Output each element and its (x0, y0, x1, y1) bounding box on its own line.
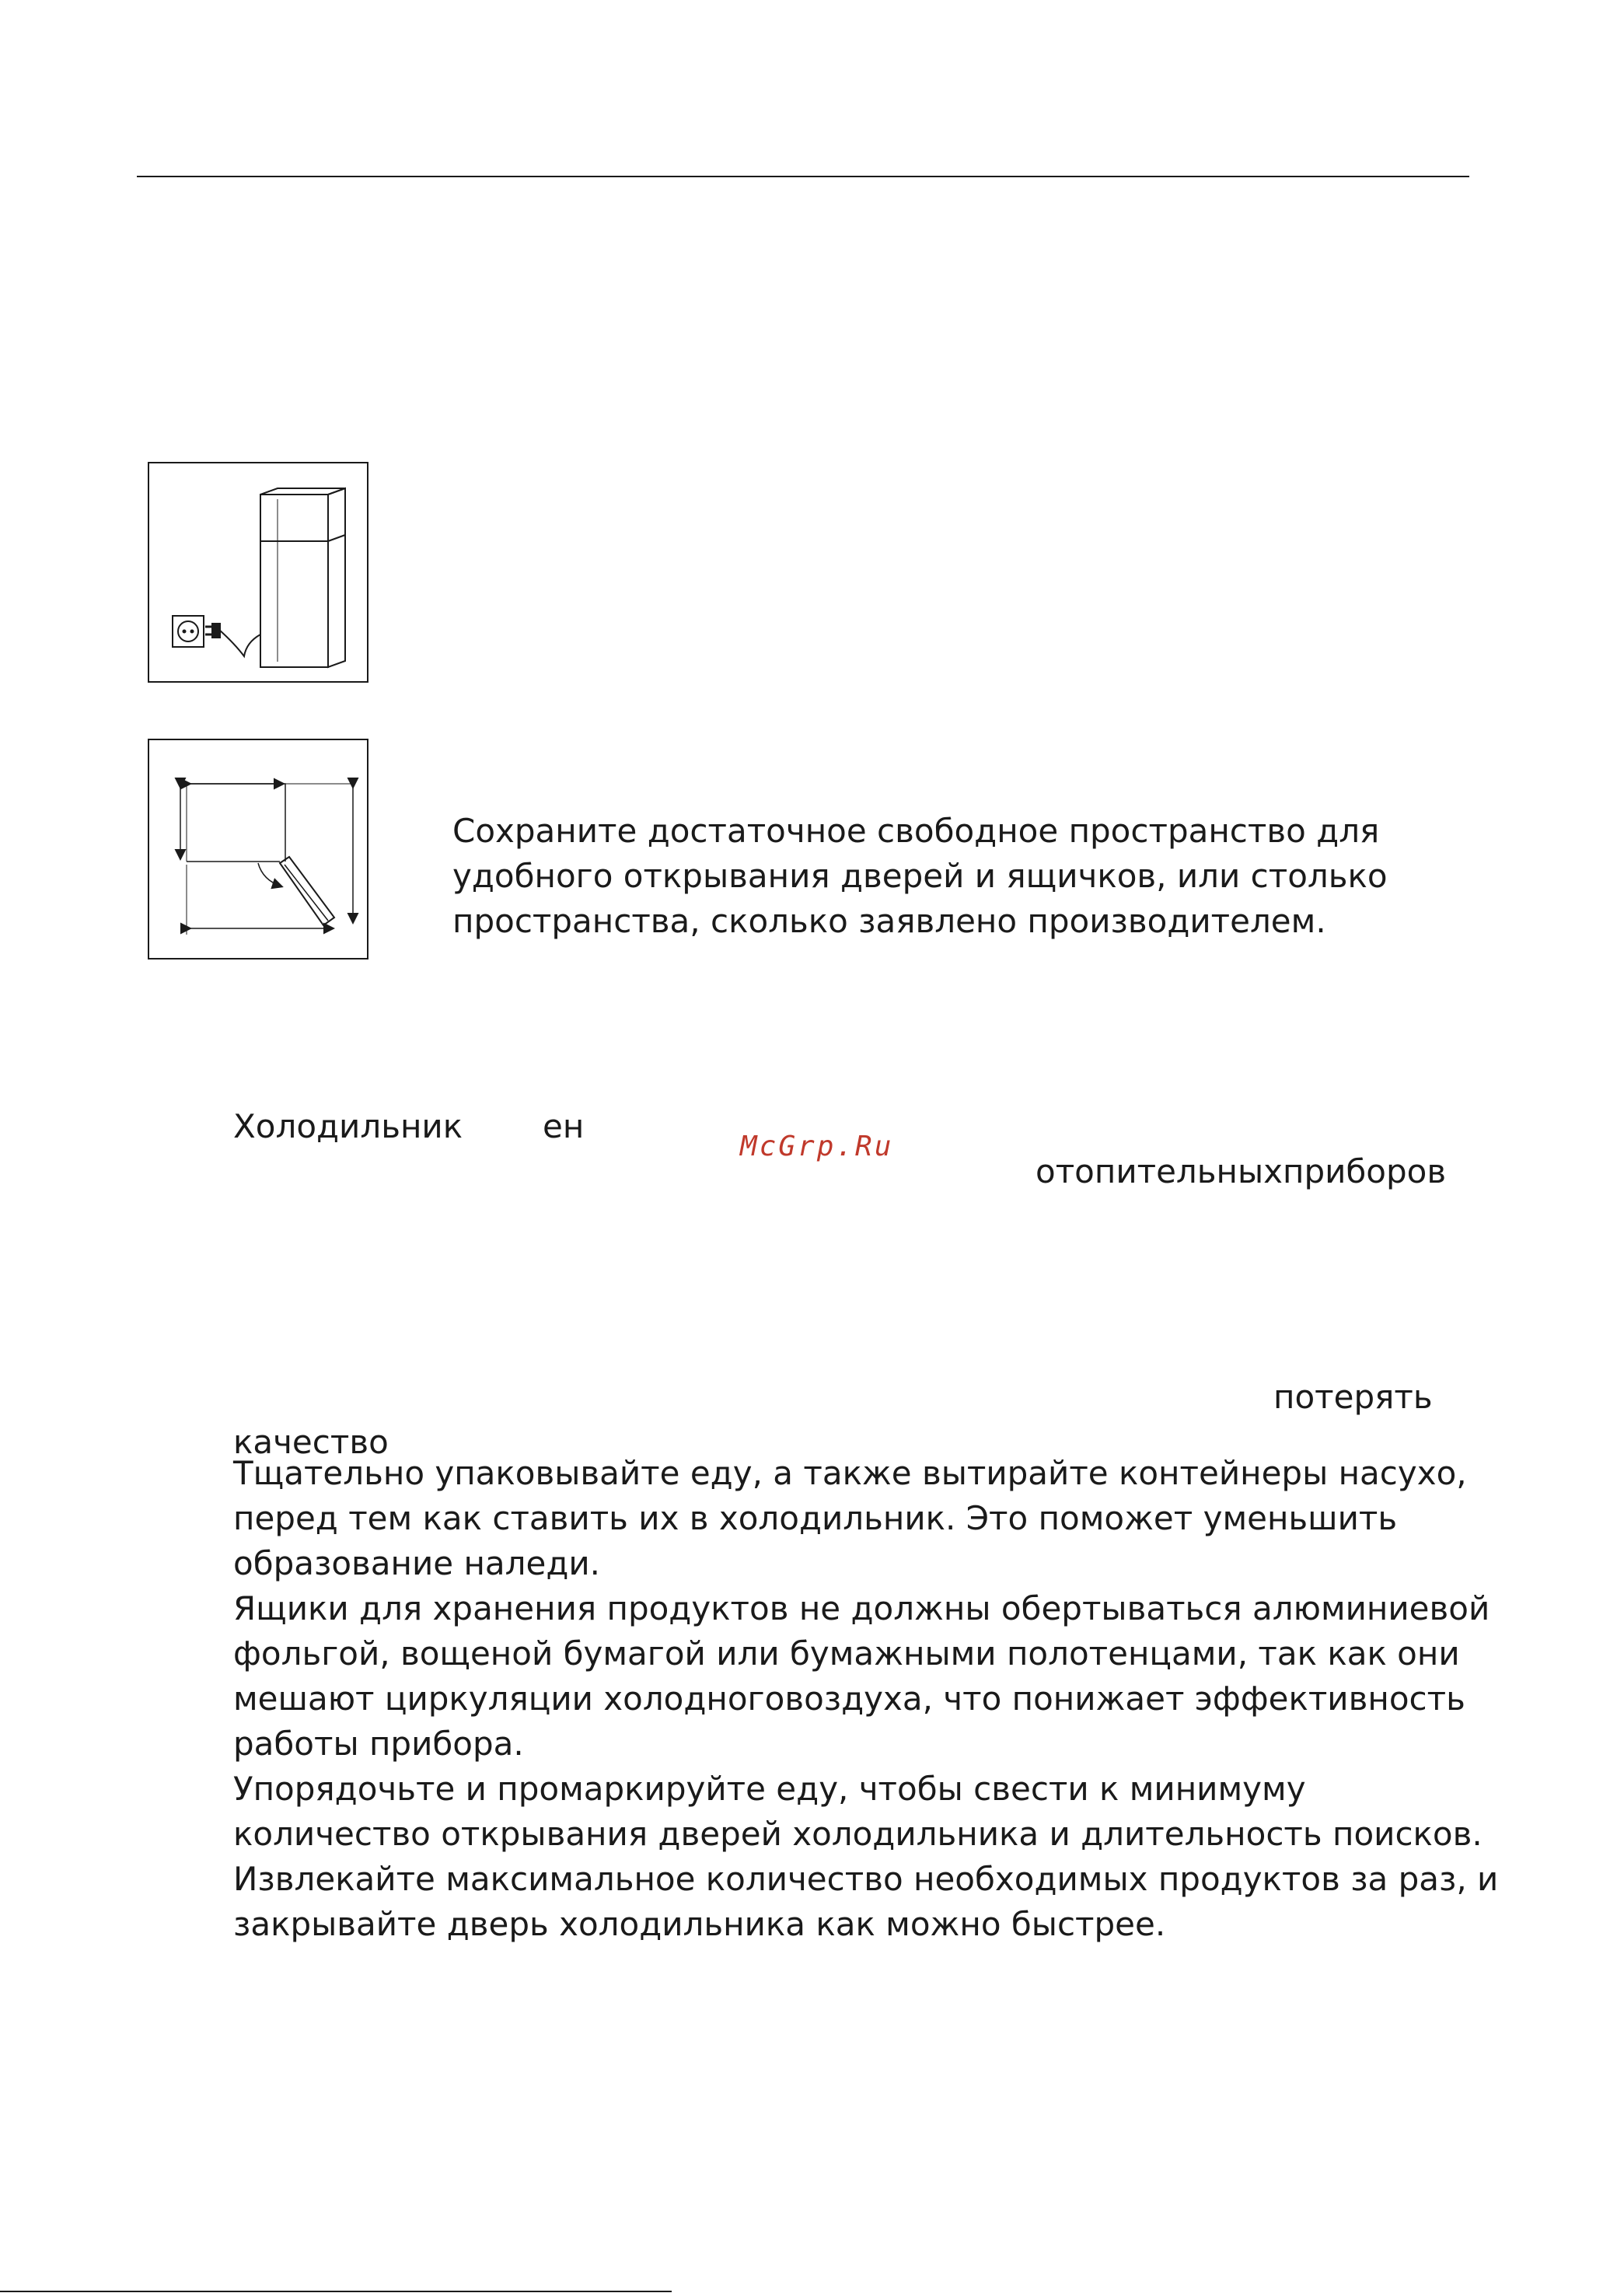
tips-line: фольгой, вощеной бумагой или бумажными полотенцами, так как они (233, 1634, 1460, 1673)
tips-line: Ящики для хранения продуктов не должны обертываться алюминиевой (233, 1589, 1490, 1627)
watermark: McGrp.Ru (740, 1131, 894, 1162)
clearance-line-1: Сохраните достаточное свободное пространство для (452, 812, 1380, 850)
tips-line: Упорядочьте и промаркируйте еду, чтобы свести к минимуму (233, 1770, 1306, 1808)
tips-line: работы прибора. (233, 1725, 524, 1763)
clearance-figure (148, 739, 368, 959)
plug-figure (148, 462, 368, 683)
tips-line: перед тем как ставить их в холодильник. Это поможет уменьшить (233, 1499, 1398, 1537)
fridge-plug-illustration (149, 463, 370, 684)
header-rule (137, 176, 1469, 177)
fragment-heaters: отопительныхприборов (1036, 1152, 1447, 1190)
tips-line: Извлекайте максимальное количество необходимых продуктов за раз, и (233, 1860, 1499, 1898)
tips-line: мешают циркуляции холодноговоздуха, что понижает эффективность (233, 1680, 1465, 1718)
footer-rule (0, 2291, 672, 2292)
fragment-quality: качество (233, 1423, 389, 1461)
tips-line: количество открывания дверей холодильника и длительность поисков. (233, 1815, 1483, 1853)
clearance-line-3: пространства, сколько заявлено производителем. (452, 902, 1326, 940)
tips-line: закрывайте дверь холодильника как можно быстрее. (233, 1905, 1166, 1943)
fragment-lose: потерять (1273, 1378, 1433, 1416)
storage-tips (233, 1451, 1498, 1947)
door-clearance-diagram (149, 740, 370, 961)
tips-line: Тщательно упаковывайте еду, а также вытирайте контейнеры насухо, (233, 1454, 1467, 1492)
fragment-fridge: Холодильник (233, 1107, 463, 1145)
clearance-line-2: удобного открывания дверей и ящичков, или столько (452, 857, 1388, 895)
fragment-en: ен (543, 1107, 585, 1145)
tips-line: образование наледи. (233, 1544, 601, 1582)
